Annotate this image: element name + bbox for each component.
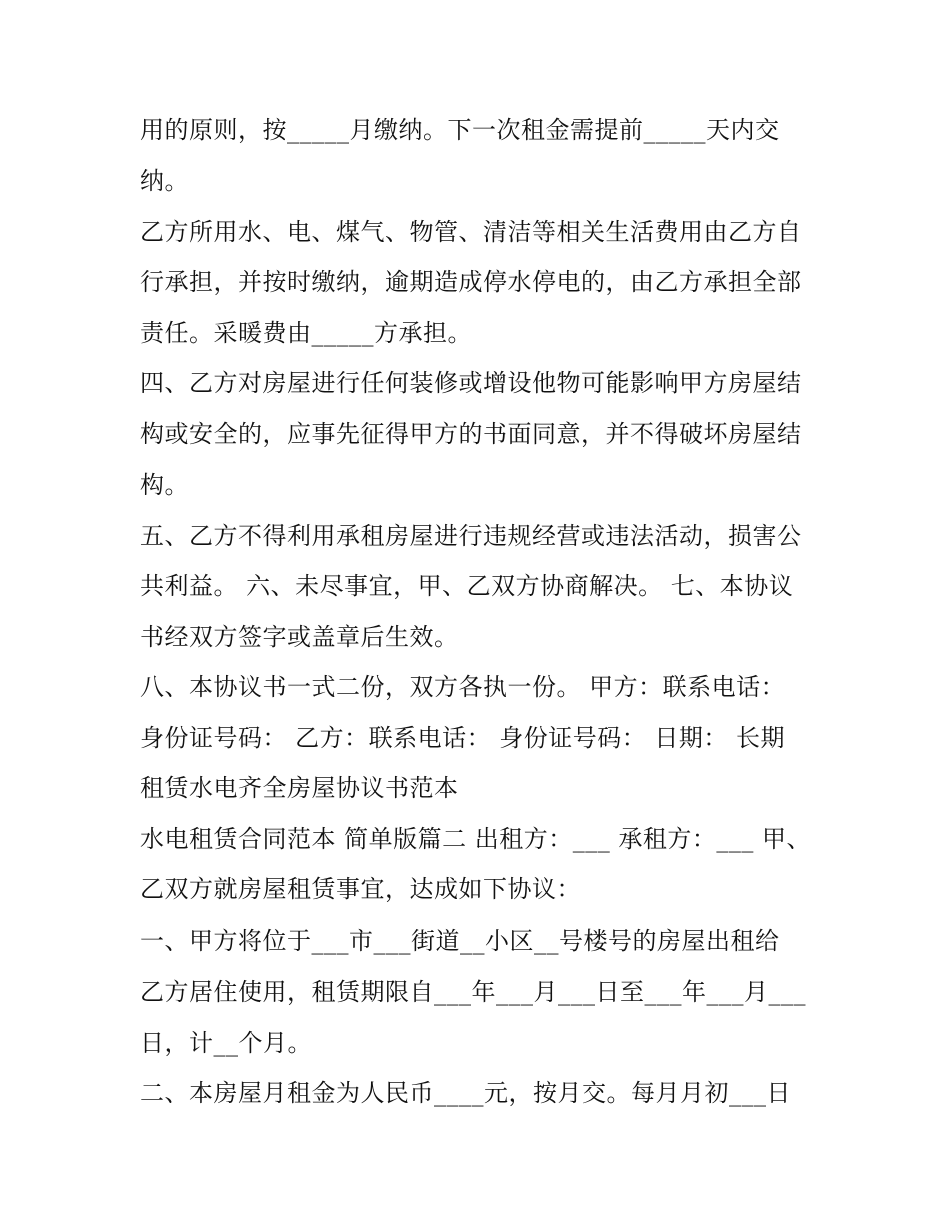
text-line-18: 乙方居住使用，租赁期限自___年___月___日至___年___月___ xyxy=(140,978,806,1006)
text-line-17: 一、甲方将位于___市___街道__小区__号楼号的房屋出租给 xyxy=(140,927,780,955)
text-line-20: 二、本房屋月租金为人民币____元，按月交。每月月初___日 xyxy=(140,1079,791,1107)
text-line-14: 租赁水电齐全房屋协议书范本 xyxy=(140,774,459,802)
text-line-15: 水电租赁合同范本 简单版篇二 出租方：___ 承租方：___ 甲、 xyxy=(140,825,812,853)
text-line-9: 五、乙方不得利用承租房屋进行违规经营或违法活动，损害公 xyxy=(140,522,802,550)
text-line-13: 身份证号码： 乙方：联系电话： 身份证号码： 日期： 长期 xyxy=(140,724,786,752)
text-line-1: 用的原则，按_____月缴纳。下一次租金需提前_____天内交 xyxy=(140,116,780,144)
text-line-4: 行承担，并按时缴纳，逾期造成停水停电的，由乙方承担全部 xyxy=(140,268,802,296)
text-line-10: 共利益。 六、未尽事宜，甲、乙双方协商解决。 七、本协议 xyxy=(140,572,794,600)
text-line-3: 乙方所用水、电、煤气、物管、清洁等相关生活费用由乙方自 xyxy=(140,218,802,246)
text-line-6: 四、乙方对房屋进行任何装修或增设他物可能影响甲方房屋结 xyxy=(140,369,802,397)
text-line-16: 乙双方就房屋租赁事宜，达成如下协议： xyxy=(140,875,581,903)
text-line-19: 日，计__个月。 xyxy=(140,1029,312,1057)
text-line-2: 纳。 xyxy=(140,167,189,195)
text-line-12: 八、本协议书一式二份，双方各执一份。 甲方：联系电话： xyxy=(140,673,786,701)
text-line-7: 构或安全的，应事先征得甲方的书面同意，并不得破坏房屋结 xyxy=(140,420,802,448)
text-line-11: 书经双方签字或盖章后生效。 xyxy=(140,623,459,651)
text-line-8: 构。 xyxy=(140,471,189,499)
text-line-5: 责任。采暖费由_____方承担。 xyxy=(140,319,472,347)
